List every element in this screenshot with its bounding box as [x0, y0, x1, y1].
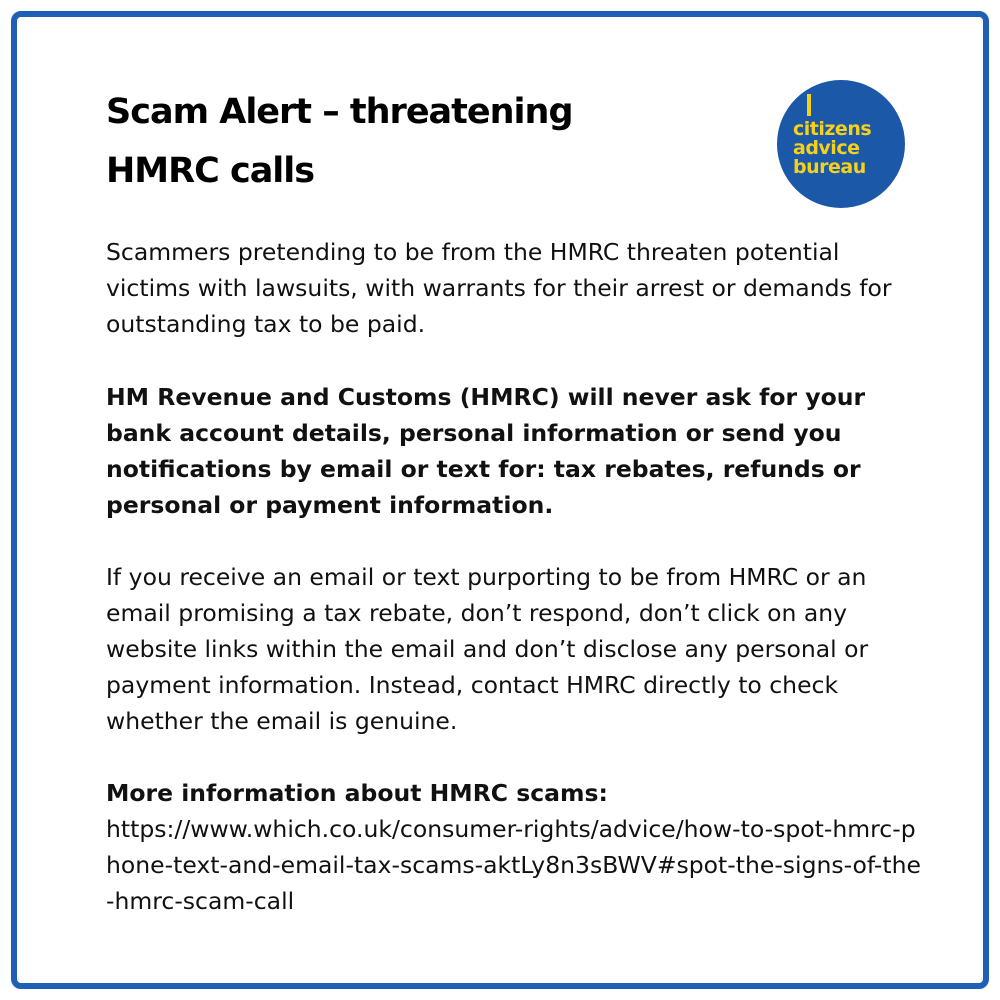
page-title — [106, 83, 726, 201]
title-line-2: HMRC calls — [106, 151, 315, 191]
logo-line-2: advice — [793, 137, 860, 159]
intro-paragraph: Scammers pretending to be from the HMRC threaten potential victims with lawsuits, with warrants for their arrest or demands for outstanding tax to be paid. — [106, 238, 892, 338]
more-info-section — [106, 775, 926, 919]
title-line-1: Scam Alert – threatening — [106, 92, 573, 132]
citizens-advice-logo — [777, 80, 905, 208]
logo-line-1: citizens — [793, 118, 872, 140]
logo-line-3: bureau — [793, 156, 866, 178]
logo-wordmark — [793, 120, 903, 177]
more-info-link[interactable]: https://www.which.co.uk/consumer-rights/advice/how-to-spot-hmrc-phone-text-and-email-tax-scams-aktLy8n3sBWV#spot-the-signs-of-the-hmrc-scam-call — [106, 815, 921, 915]
more-info-heading: More information about HMRC scams: — [106, 779, 608, 807]
advice-paragraph: If you receive an email or text purporting to be from HMRC or an email promising a tax rebate, don’t respond, don’t click on any website links within the email and don’t disclose any personal or payment information. Instead, contact HMRC directly to check whether the email is genuine. — [106, 563, 869, 735]
logo-accent-bar — [807, 94, 811, 116]
warning-paragraph: HM Revenue and Customs (HMRC) will never ask for your bank account details, personal information or send you notifications by email or text for: tax rebates, refunds or personal or payment information. — [106, 383, 866, 519]
poster-frame — [11, 11, 989, 989]
